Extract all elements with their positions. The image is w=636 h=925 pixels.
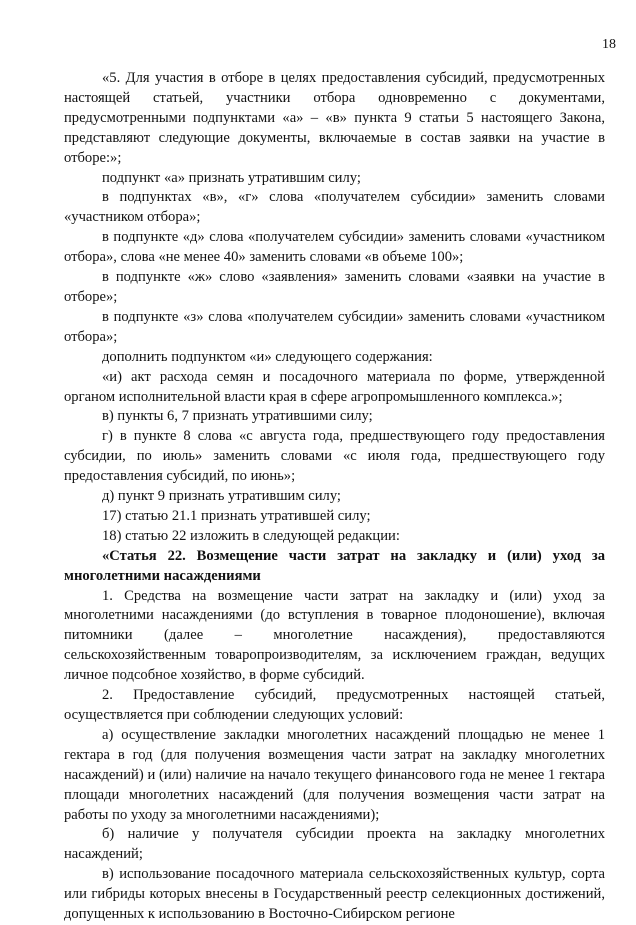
paragraph-subitem-d: в подпункте «д» слова «получателем субсидии» заменить словами «участником отбора», слова «не менее 40» заменить словами «в объеме 100»;	[64, 229, 605, 266]
paragraph-add-subitem-i: дополнить подпунктом «и» следующего содержания:	[102, 348, 433, 365]
article-22-condition-v: в) использование посадочного материала сельскохозяйственных культур, сорта или гибриды которых внесены в Государственный реестр селекционных достижений, допущенных к использованию в Восточно-Сибирском регионе	[64, 866, 605, 923]
paragraph-18-article-22: 18) статью 22 изложить в следующей редакции:	[102, 527, 400, 544]
paragraph-subitems-v-g: в подпунктах «в», «г» слова «получателем субсидии» заменить словами «участником отбора»;	[64, 189, 605, 226]
paragraph-item5-intro: «5. Для участия в отборе в целях предоставления субсидий, предусмотренных настоящей статьей, участники отбора одновременно с документами, предусмотренными подпунктами «а» – «в» пункта 9 статьи 5 настоящего Закона, представляют следующие документы, включаемые в состав заявки на участие в отборе:»;	[64, 70, 605, 166]
article-22-condition-b: б) наличие у получателя субсидии проекта на закладку многолетних насаждений;	[64, 826, 605, 863]
page-number: 18	[602, 37, 616, 52]
document-body	[64, 69, 605, 925]
paragraph-subitem-i-text: «и) акт расхода семян и посадочного материала по форме, утвержденной органом исполнительной власти края в сфере агропромышленного комплекса.»;	[64, 368, 605, 405]
article-22-clause-2: 2. Предоставление субсидий, предусмотренных настоящей статьей, осуществляется при соблюдении следующих условий:	[64, 687, 605, 723]
article-22-clause-1: 1. Средства на возмещение части затрат на закладку и (или) уход за многолетними насаждениями (до вступления в товарное плодоношение), включая питомники (далее – многолетние насаждения), предоставляются сельскохозяйственным товаропроизводителям, за исключением граждан, ведущих личное подсобное хозяйство, в форме субсидий.	[64, 587, 605, 684]
paragraph-17-article-21-1: 17) статью 21.1 признать утратившей силу;	[102, 507, 371, 524]
paragraph-v-items-6-7: в) пункты 6, 7 признать утратившими силу;	[102, 408, 373, 425]
article-22-heading: «Статья 22. Возмещение части затрат на закладку и (или) уход за многолетними насаждениями	[64, 547, 605, 584]
paragraph-subitem-zh: в подпункте «ж» слово «заявления» заменить словами «заявки на участие в отборе»;	[64, 269, 605, 305]
article-22-condition-a: а) осуществление закладки многолетних насаждений площадью не менее 1 гектара в год (для получения возмещения части затрат на закладку многолетних насаждений) и (или) наличие на начало текущего финансового года не менее 1 гектара площади многолетних насаждений (для получения возмещения части затрат на работы по уходу за многолетними насаждениями);	[64, 726, 605, 823]
paragraph-subitem-a: подпункт «а» признать утратившим силу;	[102, 169, 361, 186]
paragraph-d-item-9: д) пункт 9 признать утратившим силу;	[102, 488, 341, 505]
paragraph-g-item-8: г) в пункте 8 слова «с августа года, предшествующего году предоставления субсидии, по июль» заменить словами «с июля года, предшествующего году предоставления субсидий, по июнь»;	[64, 428, 605, 485]
paragraph-subitem-z: в подпункте «з» слова «получателем субсидии» заменить словами «участником отбора»;	[64, 308, 605, 345]
